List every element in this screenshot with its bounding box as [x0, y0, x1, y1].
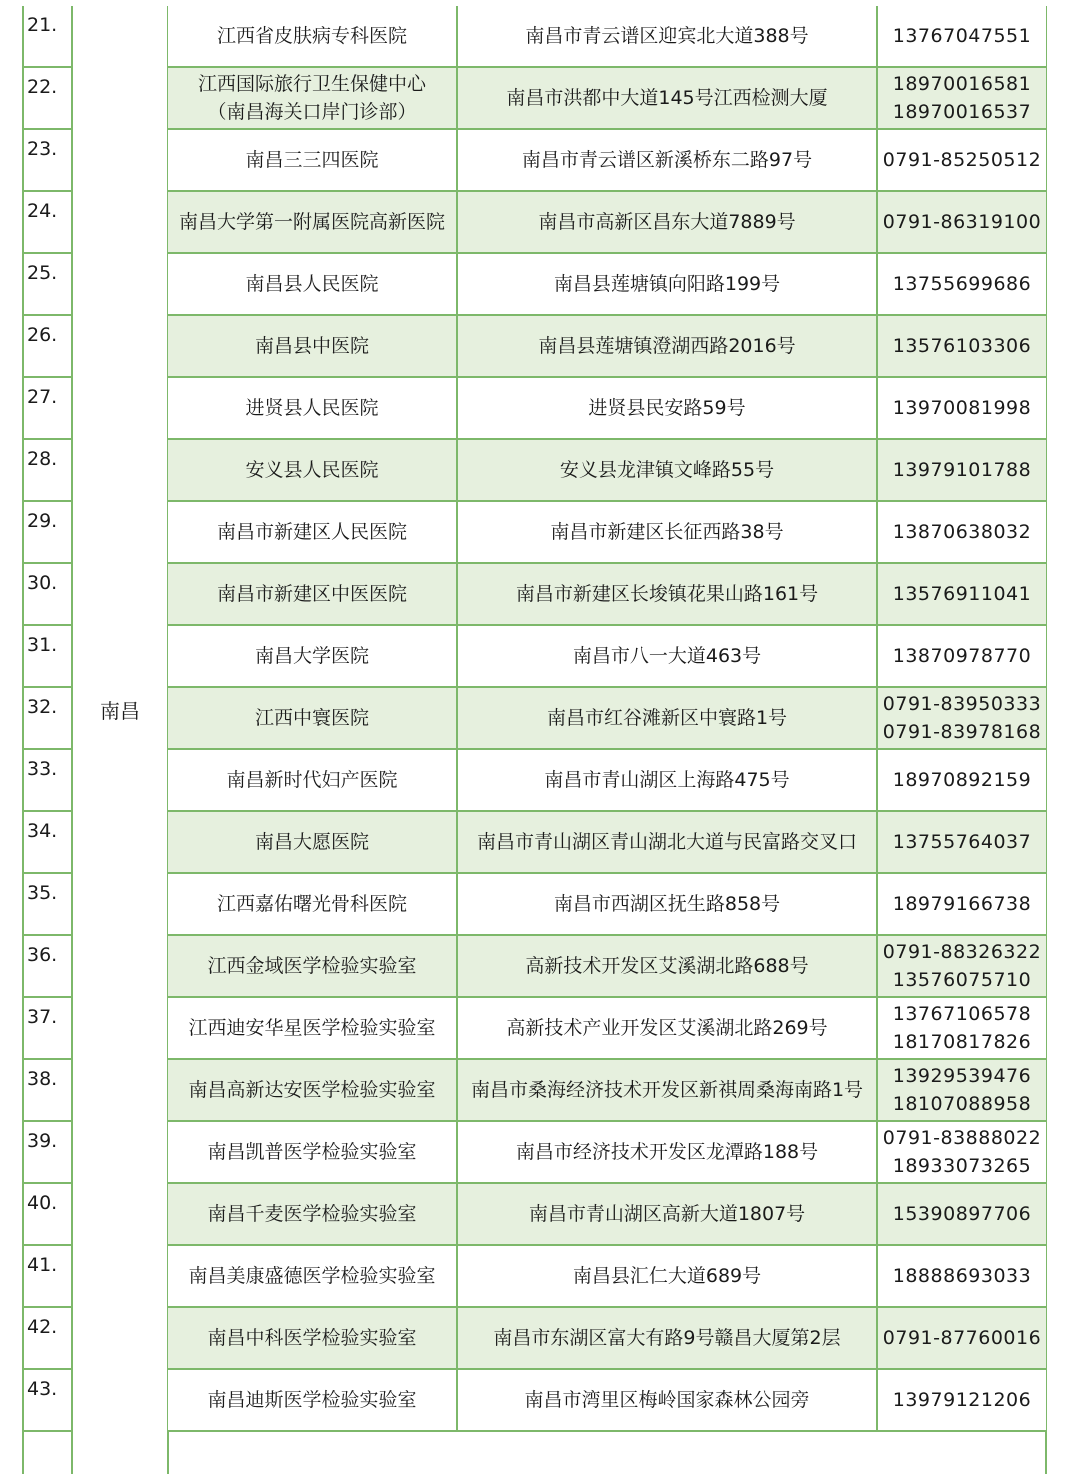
phone-cell	[878, 378, 1046, 438]
address-cell	[458, 192, 878, 252]
phone-cell	[878, 626, 1046, 686]
table-row	[168, 440, 1046, 502]
row-number-cell	[22, 1308, 72, 1370]
row-number: 37.	[27, 1006, 58, 1028]
row-number-cell	[22, 192, 72, 254]
phone-number: 18933073265	[892, 1155, 1032, 1177]
row-number: 36.	[27, 944, 58, 966]
phone-cell	[878, 502, 1046, 562]
hospital-name: 江西迪安华星医学检验实验室	[188, 1017, 436, 1039]
address-cell	[458, 1246, 878, 1306]
phone-cell	[878, 440, 1046, 500]
row-number-cell	[22, 6, 72, 68]
row-number-cell	[22, 874, 72, 936]
phone-number: 0791-87760016	[882, 1327, 1042, 1349]
address: 南昌市新建区长埈镇花果山路161号	[515, 583, 819, 605]
row-number-cell	[22, 1370, 72, 1432]
table-row	[168, 6, 1046, 68]
address-cell	[458, 1370, 878, 1430]
address-cell	[458, 130, 878, 190]
row-number-cell	[22, 68, 72, 130]
phone-cell	[878, 1060, 1046, 1120]
hospital-name: 南昌高新达安医学检验实验室	[188, 1079, 436, 1101]
address: 南昌县汇仁大道689号	[572, 1265, 762, 1287]
address-cell	[458, 6, 878, 66]
hospital-name: 南昌大学医院	[254, 645, 369, 667]
table-row	[168, 1246, 1046, 1308]
hospital-name-cell	[168, 626, 458, 686]
phone-cell	[878, 936, 1046, 996]
table-row	[168, 874, 1046, 936]
phone-cell	[878, 316, 1046, 376]
row-number: 42.	[27, 1316, 58, 1338]
address-cell	[458, 1184, 878, 1244]
table-row	[168, 192, 1046, 254]
hospital-name-cell	[168, 502, 458, 562]
address: 南昌县莲塘镇澄湖西路2016号	[538, 335, 796, 357]
row-number: 39.	[27, 1130, 58, 1152]
address: 南昌市湾里区梅岭国家森林公园旁	[524, 1389, 810, 1411]
phone-cell	[878, 812, 1046, 872]
address: 高新技术开发区艾溪湖北路688号	[525, 955, 809, 977]
row-number-cell	[22, 812, 72, 874]
phone-number: 0791-83978168	[882, 721, 1042, 743]
hospital-name-cell	[168, 1122, 458, 1182]
row-number: 40.	[27, 1192, 58, 1214]
row-number: 22.	[27, 76, 58, 98]
hospital-name: （南昌海关口岸门诊部）	[207, 101, 417, 123]
table-row	[168, 1060, 1046, 1122]
row-number: 27.	[27, 386, 58, 408]
row-number-cell	[22, 502, 72, 564]
phone-number: 13870638032	[892, 521, 1032, 543]
phone-number: 0791-83950333	[882, 693, 1042, 715]
address: 南昌市东湖区富大有路9号赣昌大厦第2层	[493, 1327, 841, 1349]
table-row	[168, 812, 1046, 874]
address-cell	[458, 688, 878, 748]
address: 南昌市青山湖区上海路475号	[544, 769, 790, 791]
row-number: 24.	[27, 200, 58, 222]
hospital-name: 江西嘉佑曙光骨科医院	[216, 893, 407, 915]
address-cell	[458, 812, 878, 872]
phone-number: 0791-85250512	[882, 149, 1042, 171]
address: 南昌市新建区长征西路38号	[550, 521, 784, 543]
row-number: 43.	[27, 1378, 58, 1400]
address-cell	[458, 1308, 878, 1368]
phone-cell	[878, 688, 1046, 748]
phone-number: 18970016537	[892, 101, 1032, 123]
phone-cell	[878, 68, 1046, 128]
address-cell	[458, 1122, 878, 1182]
row-number: 30.	[27, 572, 58, 594]
address: 进贤县民安路59号	[588, 397, 746, 419]
phone-cell	[878, 874, 1046, 934]
hospital-name: 南昌县中医院	[254, 335, 369, 357]
address: 南昌市高新区昌东大道7889号	[538, 211, 796, 233]
phone-number: 13979121206	[892, 1389, 1032, 1411]
hospital-name: 南昌市新建区人民医院	[216, 521, 407, 543]
hospital-name: 南昌县人民医院	[245, 273, 379, 295]
city-label: 南昌	[100, 699, 140, 723]
hospital-name-cell	[168, 192, 458, 252]
table-row	[168, 750, 1046, 812]
address-cell	[458, 378, 878, 438]
row-number: 26.	[27, 324, 58, 346]
row-number-cell	[22, 254, 72, 316]
hospital-name: 南昌凯普医学检验实验室	[207, 1141, 417, 1163]
row-number: 28.	[27, 448, 58, 470]
hospital-name-cell	[168, 1246, 458, 1306]
hospital-name: 南昌三三四医院	[245, 149, 379, 171]
hospital-name-cell	[168, 440, 458, 500]
row-number: 38.	[27, 1068, 58, 1090]
phone-cell	[878, 192, 1046, 252]
phone-number: 0791-88326322	[882, 941, 1042, 963]
hospital-name-cell	[168, 874, 458, 934]
row-number-cell	[22, 1122, 72, 1184]
row-number-cell	[22, 936, 72, 998]
hospital-name-cell	[168, 316, 458, 376]
phone-cell	[878, 6, 1046, 66]
phone-number: 13979101788	[892, 459, 1032, 481]
phone-number: 13755764037	[892, 831, 1032, 853]
phone-number: 18888693033	[892, 1265, 1032, 1287]
phone-number: 15390897706	[892, 1203, 1032, 1225]
address-cell	[458, 564, 878, 624]
phone-number: 0791-86319100	[882, 211, 1042, 233]
phone-number: 18970016581	[892, 73, 1032, 95]
address: 南昌市经济技术开发区龙潭路188号	[515, 1141, 819, 1163]
row-number-cell	[22, 1060, 72, 1122]
row-number-cell	[22, 316, 72, 378]
hospital-name-cell	[168, 564, 458, 624]
address: 南昌市桑海经济技术开发区新祺周桑海南路1号	[470, 1079, 864, 1101]
row-number: 34.	[27, 820, 58, 842]
table-row	[168, 1370, 1046, 1432]
address: 安义县龙津镇文峰路55号	[559, 459, 775, 481]
hospital-name: 江西中寰医院	[254, 707, 369, 729]
phone-number: 13755699686	[892, 273, 1032, 295]
address: 南昌市八一大道463号	[572, 645, 762, 667]
hospital-name-cell	[168, 68, 458, 128]
address: 南昌市青云谱区新溪桥东二路97号	[521, 149, 813, 171]
hospital-name: 进贤县人民医院	[245, 397, 379, 419]
address-cell	[458, 440, 878, 500]
hospital-name: 南昌迪斯医学检验实验室	[207, 1389, 417, 1411]
row-number-cell	[22, 564, 72, 626]
hospital-table	[168, 6, 1046, 1432]
row-number-cell	[22, 1246, 72, 1308]
hospital-name-cell	[168, 1308, 458, 1368]
hospital-name: 安义县人民医院	[245, 459, 379, 481]
table-row	[168, 688, 1046, 750]
phone-cell	[878, 1246, 1046, 1306]
row-number-cell	[22, 1184, 72, 1246]
phone-cell	[878, 750, 1046, 810]
row-number: 21.	[27, 14, 58, 36]
row-number: 31.	[27, 634, 58, 656]
table-row	[168, 1308, 1046, 1370]
hospital-name-cell	[168, 688, 458, 748]
address: 高新技术产业开发区艾溪湖北路269号	[506, 1017, 828, 1039]
phone-number: 13767047551	[892, 25, 1032, 47]
phone-cell	[878, 998, 1046, 1058]
hospital-name: 南昌千麦医学检验实验室	[207, 1203, 417, 1225]
address: 南昌县莲塘镇向阳路199号	[553, 273, 781, 295]
hospital-name: 江西国际旅行卫生保健中心	[197, 73, 426, 95]
phone-number: 13970081998	[892, 397, 1032, 419]
hospital-name-cell	[168, 998, 458, 1058]
phone-number: 13929539476	[892, 1065, 1032, 1087]
hospital-name: 南昌大愿医院	[254, 831, 369, 853]
phone-number: 18107088958	[892, 1093, 1032, 1115]
address-cell	[458, 626, 878, 686]
table-row	[168, 316, 1046, 378]
phone-cell	[878, 1308, 1046, 1368]
phone-cell	[878, 254, 1046, 314]
row-number-cell	[22, 440, 72, 502]
phone-number: 13870978770	[892, 645, 1032, 667]
address-cell	[458, 68, 878, 128]
table-row	[168, 68, 1046, 130]
hospital-name-cell	[168, 1060, 458, 1120]
address: 南昌市青云谱区迎宾北大道388号	[525, 25, 809, 47]
row-number-cell	[22, 688, 72, 750]
table-row	[168, 130, 1046, 192]
phone-number: 13767106578	[892, 1003, 1032, 1025]
phone-number: 13576075710	[892, 969, 1032, 991]
phone-cell	[878, 1184, 1046, 1244]
table-row	[168, 564, 1046, 626]
hospital-name-cell	[168, 750, 458, 810]
address-cell	[458, 750, 878, 810]
phone-number: 0791-83888022	[882, 1127, 1042, 1149]
hospital-name: 南昌中科医学检验实验室	[207, 1327, 417, 1349]
number-column	[22, 6, 72, 1432]
hospital-name-cell	[168, 812, 458, 872]
row-number-cell	[22, 626, 72, 688]
address: 南昌市西湖区抚生路858号	[553, 893, 781, 915]
address-cell	[458, 1060, 878, 1120]
row-number-cell	[22, 998, 72, 1060]
hospital-name: 南昌新时代妇产医院	[226, 769, 398, 791]
phone-cell	[878, 564, 1046, 624]
hospital-name: 江西省皮肤病专科医院	[216, 25, 407, 47]
address-cell	[458, 998, 878, 1058]
address: 南昌市红谷滩新区中寰路1号	[546, 707, 788, 729]
table-row	[168, 936, 1046, 998]
hospital-name: 南昌大学第一附属医院高新医院	[178, 211, 445, 233]
phone-number: 13576103306	[892, 335, 1032, 357]
row-number: 32.	[27, 696, 58, 718]
hospital-name-cell	[168, 254, 458, 314]
row-number: 35.	[27, 882, 58, 904]
address-cell	[458, 502, 878, 562]
table-row	[168, 502, 1046, 564]
table-row	[168, 378, 1046, 440]
phone-cell	[878, 1370, 1046, 1430]
address: 南昌市青山湖区高新大道1807号	[528, 1203, 806, 1225]
phone-number: 18970892159	[892, 769, 1032, 791]
hospital-name: 江西金域医学检验实验室	[207, 955, 417, 977]
hospital-name-cell	[168, 936, 458, 996]
hospital-name-cell	[168, 1184, 458, 1244]
hospital-name: 南昌市新建区中医医院	[216, 583, 407, 605]
row-number-cell	[22, 130, 72, 192]
phone-cell	[878, 1122, 1046, 1182]
hospital-name-cell	[168, 6, 458, 66]
table-row	[168, 626, 1046, 688]
row-number-cell	[22, 750, 72, 812]
row-number: 33.	[27, 758, 58, 780]
phone-number: 18979166738	[892, 893, 1032, 915]
table-row	[168, 998, 1046, 1060]
phone-number: 18170817826	[892, 1031, 1032, 1053]
row-number: 23.	[27, 138, 58, 160]
row-number-cell	[22, 378, 72, 440]
hospital-name-cell	[168, 378, 458, 438]
address-cell	[458, 874, 878, 934]
address-cell	[458, 316, 878, 376]
phone-number: 13576911041	[892, 583, 1032, 605]
address: 南昌市青山湖区青山湖北大道与民富路交叉口	[476, 831, 857, 853]
address: 南昌市洪都中大道145号江西检测大厦	[506, 87, 828, 109]
table-row	[168, 254, 1046, 316]
row-number: 25.	[27, 262, 58, 284]
table-row	[168, 1184, 1046, 1246]
row-number: 41.	[27, 1254, 58, 1276]
phone-cell	[878, 130, 1046, 190]
hospital-name-cell	[168, 130, 458, 190]
hospital-name: 南昌美康盛德医学检验实验室	[188, 1265, 436, 1287]
table-row	[168, 1122, 1046, 1184]
row-number: 29.	[27, 510, 58, 532]
address-cell	[458, 254, 878, 314]
address-cell	[458, 936, 878, 996]
hospital-name-cell	[168, 1370, 458, 1430]
